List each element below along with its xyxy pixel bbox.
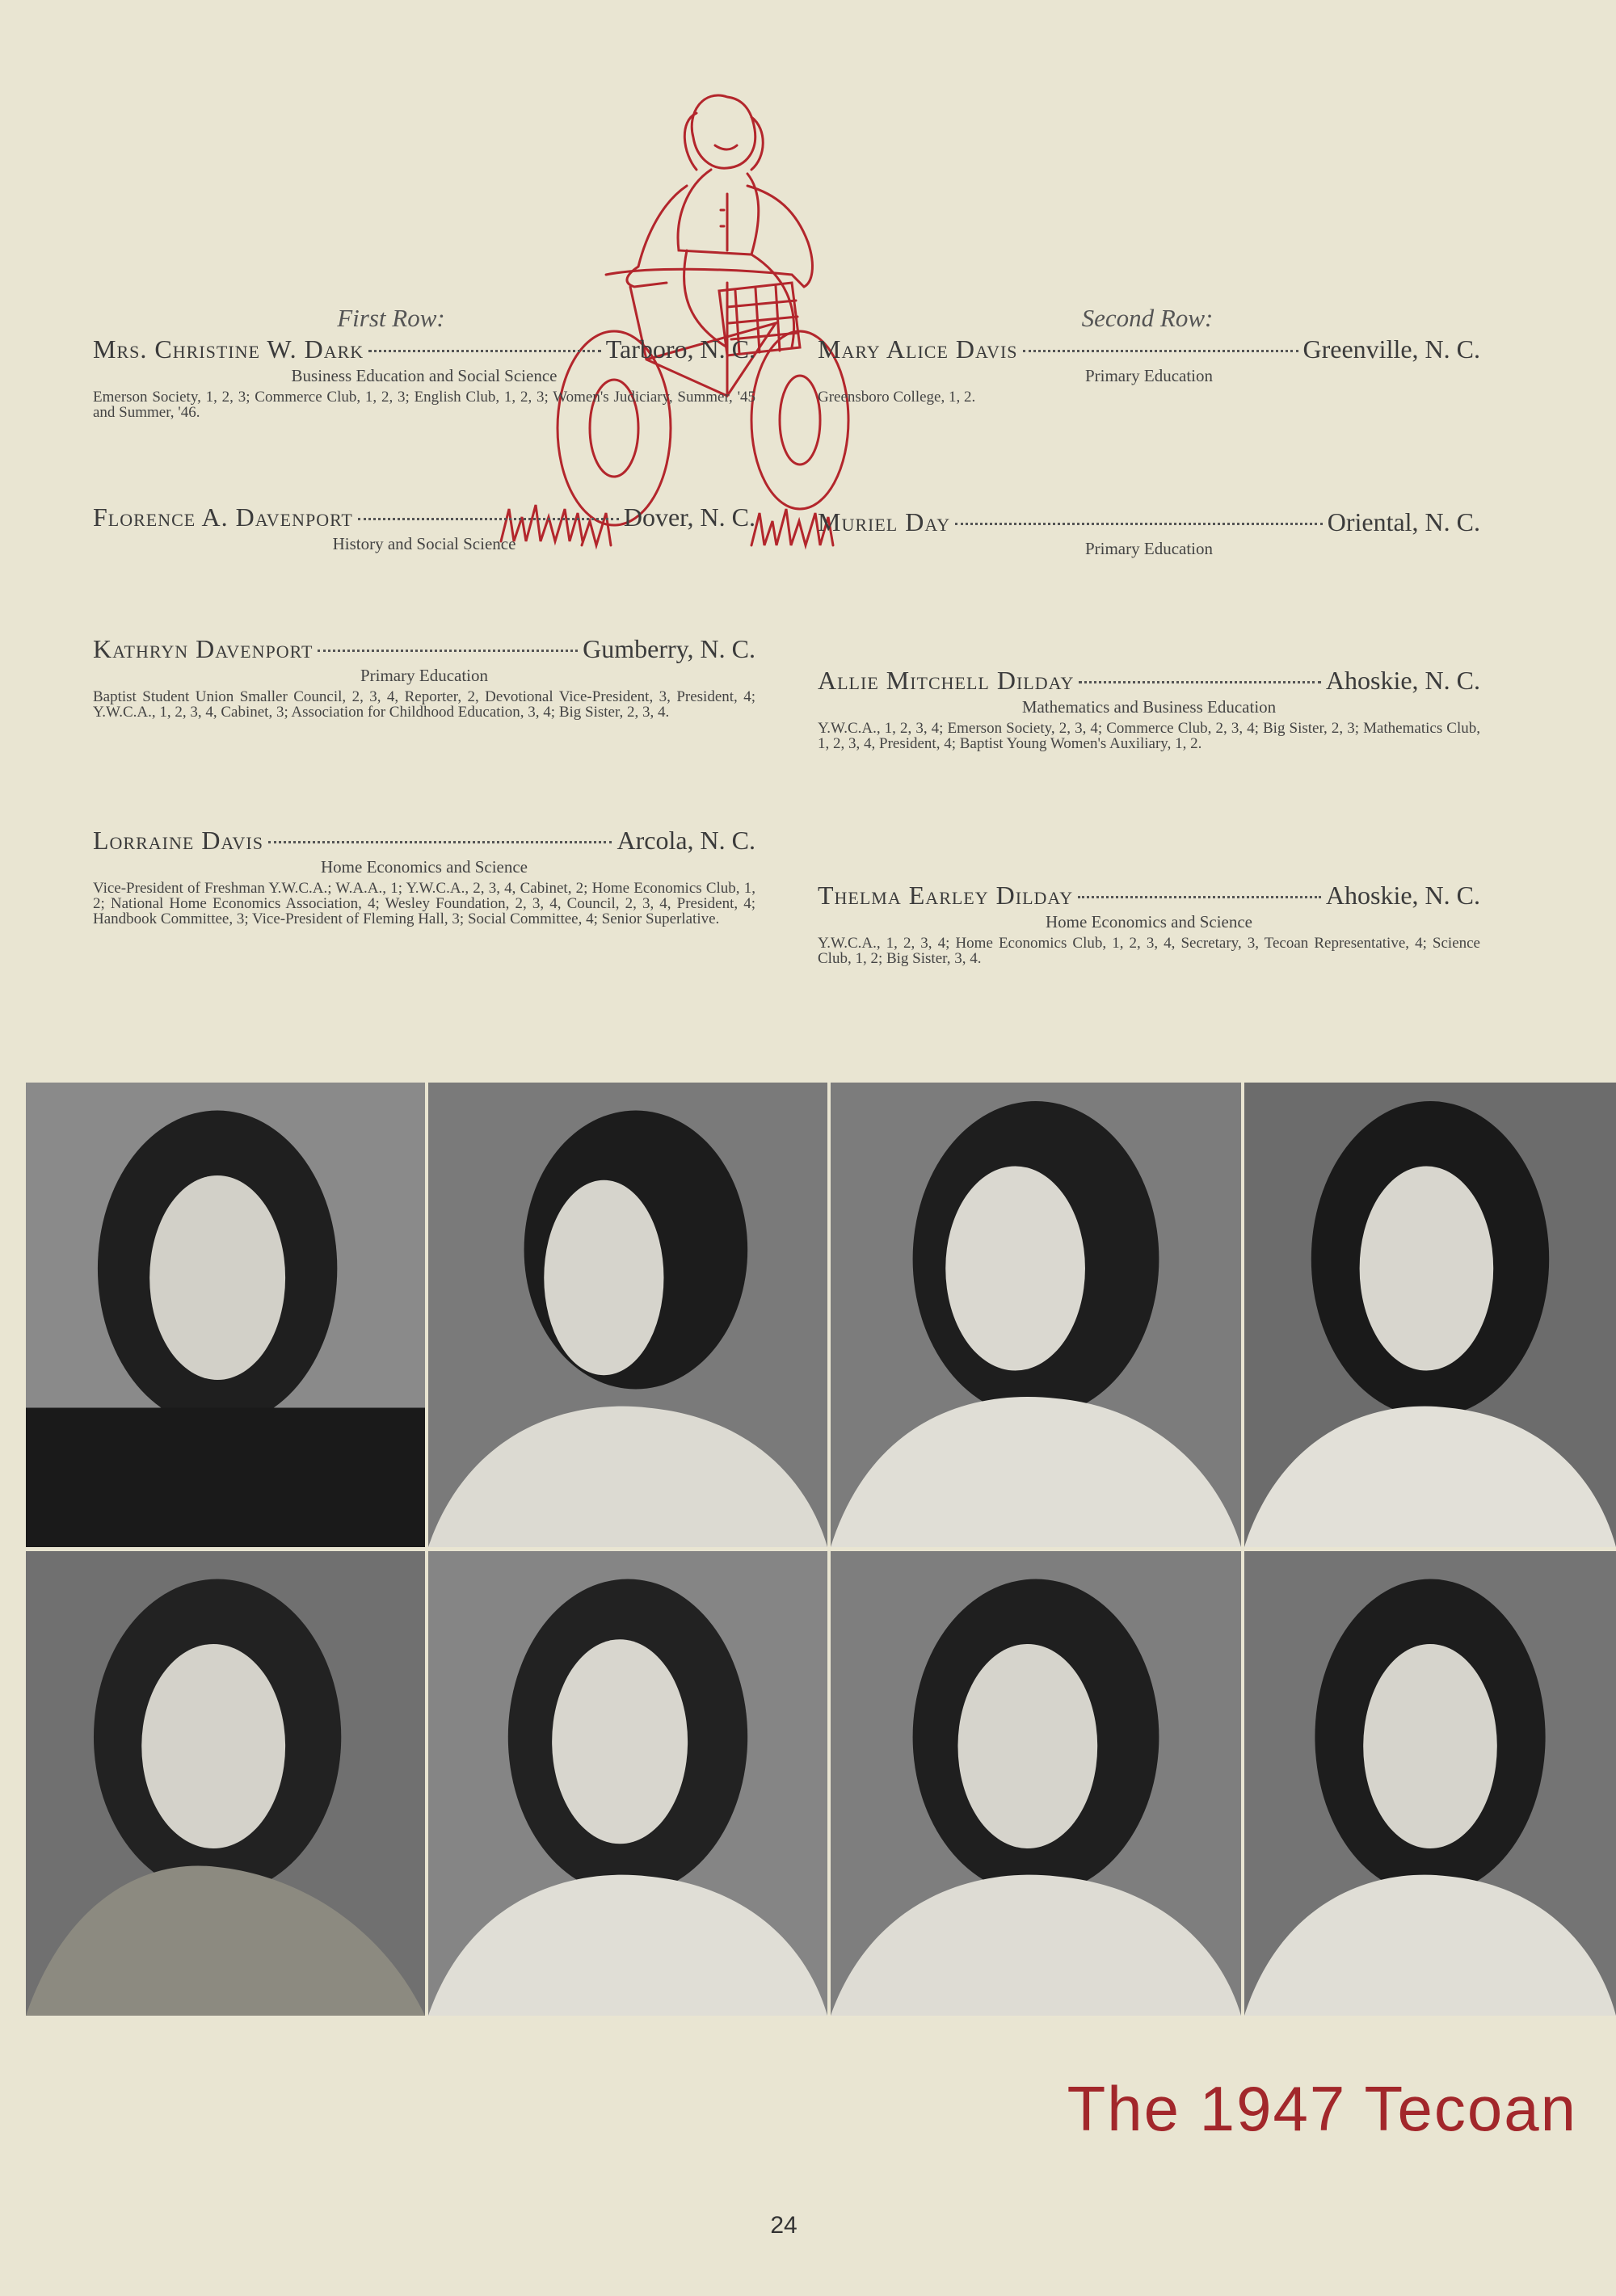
student-entry <box>93 334 755 420</box>
student-hometown: Oriental, N. C. <box>1327 507 1480 536</box>
student-entry <box>93 634 755 720</box>
student-entry <box>818 334 1480 405</box>
portrait-photo <box>428 1083 827 1547</box>
first-row-heading: First Row: <box>337 304 445 332</box>
student-major: History and Social Science <box>332 534 516 553</box>
student-hometown: Greenville, N. C. <box>1302 334 1480 364</box>
student-name: Mary Alice Davis <box>818 334 1018 364</box>
student-name: Allie Mitchell Dilday <box>818 666 1075 695</box>
portrait-photo <box>1244 1551 1616 2016</box>
student-entry <box>818 666 1480 751</box>
student-major: Home Economics and Science <box>321 857 528 877</box>
portrait-grid <box>26 1083 1616 2016</box>
student-hometown: Dover, N. C. <box>623 503 755 532</box>
student-name: Florence A. Davenport <box>93 503 353 532</box>
student-major: Primary Education <box>360 666 489 685</box>
portrait-photo <box>428 1551 827 2016</box>
student-hometown: Gumberry, N. C. <box>583 634 755 663</box>
student-major: Mathematics and Business Education <box>1021 697 1277 717</box>
second-row-heading: Second Row: <box>1081 304 1214 332</box>
student-activities: Greensboro College, 1, 2. <box>818 389 976 406</box>
portrait-photo <box>831 1083 1241 1547</box>
student-activities: Y.W.C.A., 1, 2, 3, 4; Home Economics Club, 1, 2, 3, 4, Secretary, 3, Tecoan Representative, 4; Science Club, 1, 2; Big Sister, 3, 4. <box>818 935 1480 967</box>
student-activities: Emerson Society, 1, 2, 3; Commerce Club, 1, 2, 3; English Club, 1, 2, 3; Women's Judiciary, Summer, '45 and Summer, '46. <box>93 389 755 421</box>
student-hometown: Ahoskie, N. C. <box>1325 881 1480 910</box>
student-hometown: Arcola, N. C. <box>617 826 755 855</box>
student-entry <box>93 826 755 927</box>
student-activities: Vice-President of Freshman Y.W.C.A.; W.A.A., 1; Y.W.C.A., 2, 3, 4, Cabinet, 2; Home Economics Club, 1, 2; National Home Economics Association, 4; Wesley Foundation, 2, 3, 4, Council, 2, 3, 4, President, 4; Handbook Committee, 3; Vice-President of Fleming Hall, 3; Social Committee, 4; Senior Superlative. <box>93 880 755 927</box>
student-major: Business Education and Social Science <box>291 366 558 385</box>
student-activities: Y.W.C.A., 1, 2, 3, 4; Emerson Society, 2, 3, 4; Commerce Club, 2, 3, 4; Big Sister, 2, 3; Mathematics Club, 1, 2, 3, 4, President, 4; Baptist Young Women's Auxiliary, 1, 2. <box>818 720 1480 752</box>
student-major: Primary Education <box>1084 366 1214 385</box>
student-entry <box>818 507 1480 559</box>
student-hometown: Ahoskie, N. C. <box>1325 666 1480 695</box>
student-name: Thelma Earley Dilday <box>818 881 1074 910</box>
student-activities: Baptist Student Union Smaller Council, 2, 3, 4, Reporter, 2, Devotional Vice-President, 3, President, 4; Y.W.C.A., 1, 2, 3, 4, Cabinet, 3; Association for Childhood Education, 3, 4; Big Sister, 2, 3, 4. <box>93 688 755 721</box>
portrait-photo <box>26 1551 425 2016</box>
student-entry <box>93 503 755 554</box>
yearbook-title: The 1947 Tecoan <box>1067 2073 1577 2144</box>
portrait-photo <box>1244 1083 1616 1547</box>
student-major: Primary Education <box>1084 539 1214 558</box>
student-name: Muriel Day <box>818 507 951 536</box>
student-name: Lorraine Davis <box>93 826 263 855</box>
student-name: Mrs. Christine W. Dark <box>93 334 364 364</box>
student-name: Kathryn Davenport <box>93 634 314 663</box>
student-entry <box>818 881 1480 966</box>
student-major: Home Economics and Science <box>1046 912 1252 931</box>
portrait-photo <box>831 1551 1241 2016</box>
portrait-photo <box>26 1083 425 1547</box>
student-hometown: Tarboro, N. C. <box>605 334 755 364</box>
page-number: 24 <box>770 2212 797 2239</box>
